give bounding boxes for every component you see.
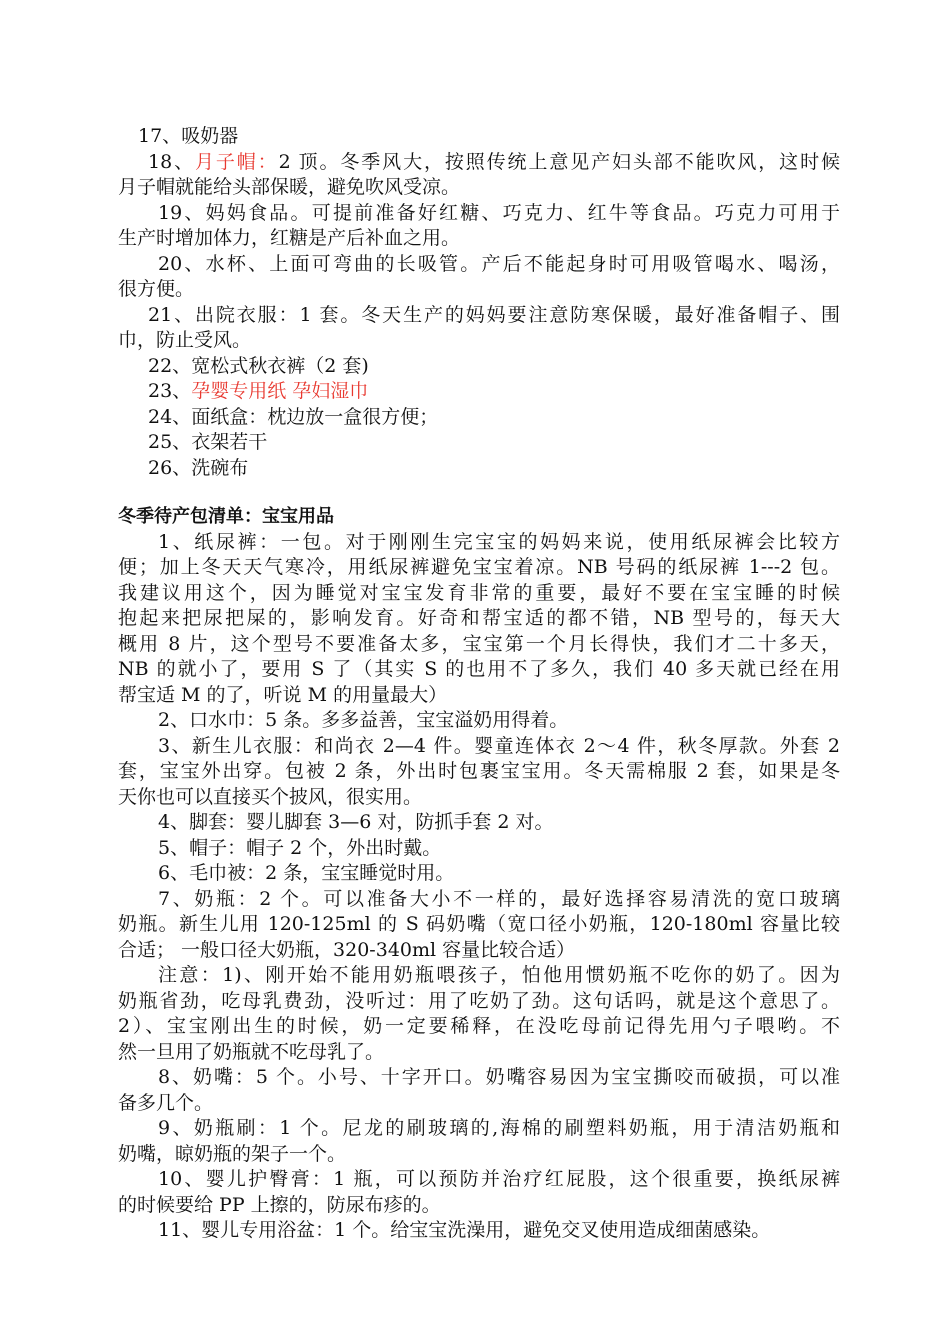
baby-item-line: 的时候要给 PP 上擦的，防尿布疹的。 xyxy=(118,1193,441,1216)
baby-item-line: 7、奶瓶：2 个。可以准备大小不一样的，最好选择容易清洗的宽口玻璃 xyxy=(158,887,840,910)
baby-item-line: 2）、宝宝刚出生的时候，奶一定要稀释，在没吃母前记得先用勺子喂哟。不 xyxy=(118,1015,840,1037)
item-number: 18、 xyxy=(148,150,195,173)
baby-item-line: 4、脚套：婴儿脚套 3—6 对，防抓手套 2 对。 xyxy=(158,811,554,833)
item-number: 17、 xyxy=(138,125,182,147)
baby-items-list xyxy=(118,530,840,1244)
item-text: 吸奶器 xyxy=(181,125,239,147)
baby-item-line: 10、婴儿护臀膏：1 瓶，可以预防并治疗红屁股，这个很重要，换纸尿裤 xyxy=(158,1168,840,1190)
item-text: 2 顶。冬季风大，按照传统上意见产妇头部不能吹风，这时候 xyxy=(278,150,840,173)
baby-item-line: 我建议用这个，因为睡觉对宝宝发育非常的重要，最好不要在宝宝睡的时候 xyxy=(118,581,840,604)
baby-item-line: 然一旦用了奶瓶就不吃母乳了。 xyxy=(118,1040,385,1063)
mom-item-18 xyxy=(118,150,840,176)
baby-item-line: 合适； 一般口径大奶瓶，320-340ml 容量比较合适） xyxy=(118,938,576,961)
document-page xyxy=(118,124,840,1244)
mom-item-26: 26、洗碗布 xyxy=(148,456,249,479)
mom-item-19: 19、妈妈食品。可提前准备好红糖、巧克力、红牛等食品。巧克力可用于 xyxy=(158,201,840,224)
highlight-text: 月子帽： xyxy=(194,150,279,173)
mom-item-19-cont: 生产时增加体力，红糖是产后补血之用。 xyxy=(118,227,461,249)
baby-item-line: 5、帽子：帽子 2 个，外出时戴。 xyxy=(158,836,442,859)
baby-item-line: 套，宝宝外出穿。包被 2 条，外出时包裹宝宝用。冬天需棉服 2 套，如果是冬 xyxy=(118,760,840,782)
baby-item-line: NB 的就小了，要用 S 了（其实 S 的也用不了多久，我们 40 多天就已经在用 xyxy=(118,658,840,680)
mom-item-22: 22、宽松式秋衣裤（2 套) xyxy=(148,354,369,377)
baby-item-line: 1、纸尿裤：一包。对于刚刚生完宝宝的妈妈来说，使用纸尿裤会比较方 xyxy=(158,530,840,553)
mom-item-18-cont: 月子帽就能给头部保暖，避免吹风受凉。 xyxy=(118,176,461,198)
baby-item-line: 注意：1)、刚开始不能用奶瓶喂孩子，怕他用惯奶瓶不吃你的奶了。因为 xyxy=(158,964,840,986)
baby-item-line: 备多几个。 xyxy=(118,1091,214,1114)
baby-item-line: 天你也可以直接买个披风，很实用。 xyxy=(118,785,423,808)
baby-item-line: 概用 8 片，这个型号不要准备太多，宝宝第一个月长得快，我们才二十多天， xyxy=(118,632,840,655)
mom-item-21: 21、出院衣服：1 套。冬天生产的妈妈要注意防寒保暖，最好准备帽子、围 xyxy=(148,303,840,326)
baby-item-line: 2、口水巾：5 条。多多益善，宝宝溢奶用得着。 xyxy=(158,709,569,731)
mom-item-21-cont: 巾，防止受风。 xyxy=(118,329,252,351)
baby-item-line: 8、奶嘴：5 个。小号、十字开口。奶嘴容易因为宝宝撕咬而破损，可以准 xyxy=(158,1066,840,1088)
baby-item-line: 9、奶瓶刷：1 个。尼龙的刷玻璃的,海棉的刷塑料奶瓶，用于清洁奶瓶和 xyxy=(158,1117,840,1139)
highlight-text: 孕婴专用纸 孕妇湿巾 xyxy=(191,380,369,402)
baby-item-line: 奶瓶省劲，吃母乳费劲，没听过：用了吃奶了劲。这句话吗，就是这个意思了。 xyxy=(118,989,840,1012)
baby-item-line: 奶嘴，晾奶瓶的架子一个。 xyxy=(118,1142,347,1165)
baby-item-line: 便；加上冬天天气寒冷，用纸尿裤避免宝宝着凉。NB 号码的纸尿裤 1---2 包。 xyxy=(118,556,840,578)
baby-item-line: 6、毛巾被：2 条，宝宝睡觉时用。 xyxy=(158,862,455,884)
baby-item-line: 3、新生儿衣服：和尚衣 2—4 件。婴童连体衣 2～4 件，秋冬厚款。外套 2 xyxy=(158,734,840,757)
baby-item-line: 11、婴儿专用浴盆：1 个。给宝宝洗澡用，避免交叉使用造成细菌感染。 xyxy=(158,1219,771,1241)
section-heading: 冬季待产包清单：宝宝用品 xyxy=(118,506,334,527)
baby-item-line: 抱起来把尿把屎的，影响发育。好奇和帮宝适的都不错，NB 型号的，每天大 xyxy=(118,607,840,629)
mom-item-20: 20、水杯、上面可弯曲的长吸管。产后不能起身时可用吸管喝水、喝汤， xyxy=(158,252,840,275)
baby-item-line: 帮宝适 M 的了，听说 M 的用量最大） xyxy=(118,683,448,706)
mom-item-23: 23、孕婴专用纸 孕妇湿巾 xyxy=(148,380,369,402)
mom-item-24: 24、面纸盒：枕边放一盒很方便； xyxy=(148,405,439,428)
mom-item-20-cont: 很方便。 xyxy=(118,278,195,300)
baby-item-line: 奶瓶。新生儿用 120-125ml 的 S 码奶嘴（宽口径小奶瓶，120-180ml 容量比较 xyxy=(118,913,840,935)
mom-item-25: 25、衣架若干 xyxy=(148,431,268,453)
mom-item-17 xyxy=(118,124,840,150)
